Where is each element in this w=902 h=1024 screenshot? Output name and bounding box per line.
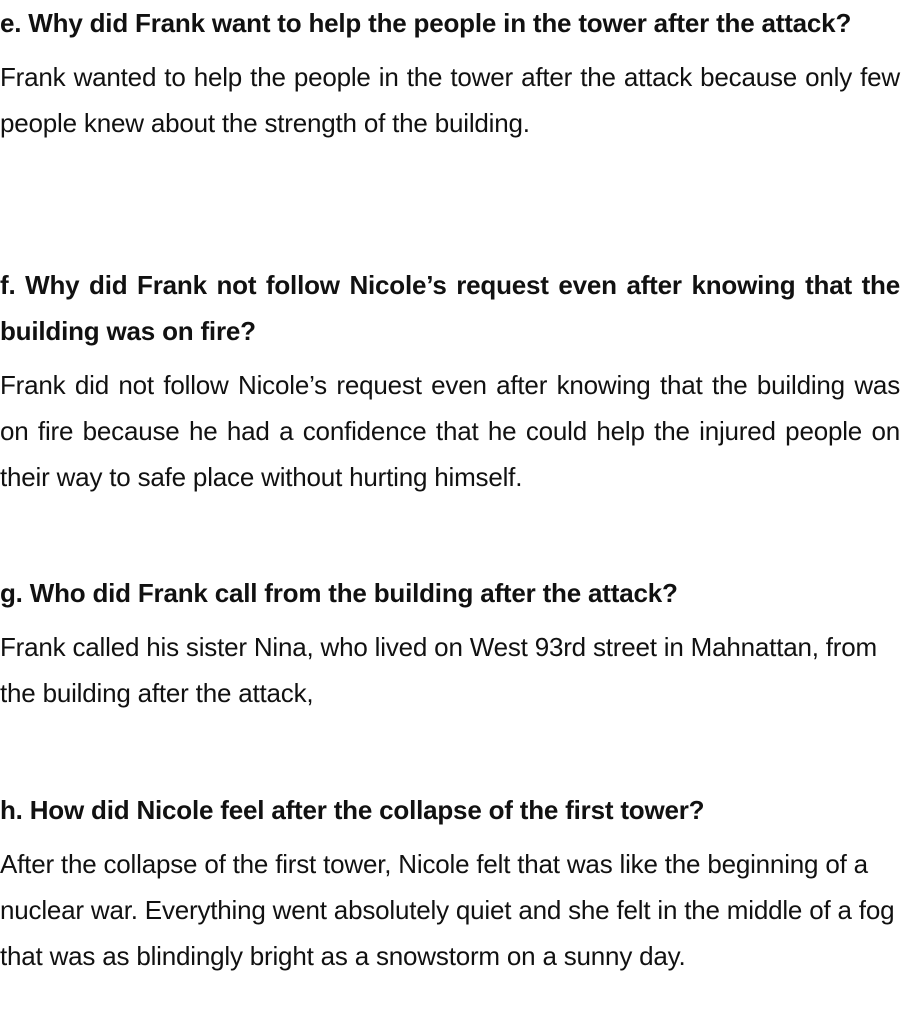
qa-item-g xyxy=(0,570,900,716)
qa-item-f xyxy=(0,262,900,500)
qa-item-h xyxy=(0,787,900,979)
answer-e: Frank wanted to help the people in the tower after the attack because only few people knew about the strength of the building. xyxy=(0,62,900,138)
answer-g: Frank called his sister Nina, who lived on West 93rd street in Mahnattan, from the building after the attack, xyxy=(0,632,877,708)
question-e: e. Why did Frank want to help the people in the tower after the attack? xyxy=(0,8,852,38)
answer-h: After the collapse of the first tower, Nicole felt that was like the beginning of a nuclear war. Everything went absolutely quiet and she felt in the middle of a fog that was as blindingly bright as a snowstorm on a sunny day. xyxy=(0,849,895,971)
question-f: f. Why did Frank not follow Nicole’s request even after knowing that the building was on fire? xyxy=(0,270,900,346)
answer-f: Frank did not follow Nicole’s request even after knowing that the building was on fire because he had a confidence that he could help the injured people on their way to safe place without hurting himself. xyxy=(0,370,900,492)
question-g: g. Who did Frank call from the building after the attack? xyxy=(0,578,678,608)
qa-item-e xyxy=(0,0,900,146)
question-h: h. How did Nicole feel after the collapse of the first tower? xyxy=(0,795,705,825)
